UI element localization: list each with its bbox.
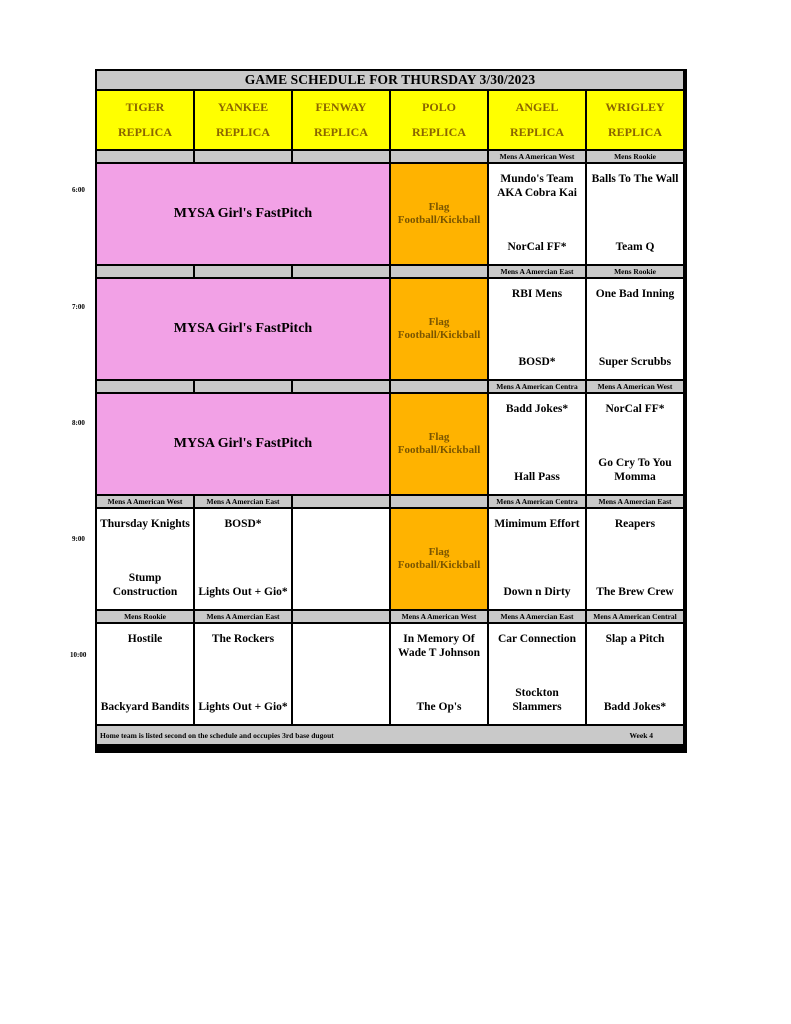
division-divider [293, 611, 391, 624]
away-team: NorCal FF* [605, 403, 665, 415]
away-team: Slap a Pitch [605, 633, 665, 645]
away-team: Mundo's Team AKA Cobra Kai [497, 173, 577, 199]
time-7: 7:00 [72, 303, 85, 311]
division-label: Mens Rookie [587, 151, 685, 164]
home-team: Down n Dirty [503, 586, 571, 598]
division-label: Mens A American Central [587, 611, 685, 624]
division-divider [391, 151, 489, 164]
time-9: 9:00 [72, 535, 85, 543]
field-sub: REPLICA [117, 125, 172, 139]
game-matchup [587, 624, 685, 726]
home-team: Lights Out + Gio* [198, 701, 288, 713]
away-team: Balls To The Wall [591, 173, 679, 185]
field-header-angel [489, 91, 587, 151]
division-label: Mens Rookie [97, 611, 195, 624]
away-team: One Bad Inning [595, 288, 675, 300]
home-team: Super Scrubbs [598, 356, 672, 368]
field-name: YANKEE [217, 100, 269, 114]
home-team: Badd Jokes* [603, 701, 667, 713]
division-label: Mens A American West [391, 611, 489, 624]
division-label: Mens A Amercian East [195, 496, 293, 509]
away-team: BOSD* [224, 518, 262, 530]
division-divider [293, 151, 391, 164]
division-label: Mens A American Centra [489, 381, 587, 394]
home-team: Hall Pass [514, 471, 560, 483]
field-header-tiger [97, 91, 195, 151]
division-divider [195, 151, 293, 164]
field-sub: REPLICA [215, 125, 270, 139]
division-divider [293, 496, 391, 509]
schedule-grid [95, 69, 687, 753]
away-team: Thursday Knights [100, 518, 190, 530]
division-label: Mens A American West [587, 381, 685, 394]
flag-football-block: Flag Football/Kickball [391, 509, 489, 611]
division-label: Mens Rookie [587, 266, 685, 279]
division-divider [97, 266, 195, 279]
division-divider [391, 381, 489, 394]
game-matchup [489, 509, 587, 611]
field-name: WRIGLEY [605, 100, 665, 114]
fastpitch-block: MYSA Girl's FastPitch [97, 394, 391, 496]
away-team: RBI Mens [511, 288, 563, 300]
home-team: Stockton Slammers [512, 687, 562, 713]
home-team: Stump Construction [112, 572, 178, 598]
game-matchup [489, 279, 587, 381]
schedule-sheet [95, 69, 687, 753]
field-header-fenway [293, 91, 391, 151]
schedule-footer [97, 726, 685, 746]
division-divider [293, 381, 391, 394]
field-name: FENWAY [315, 100, 367, 114]
empty-slot [293, 509, 391, 611]
home-team-note: Home team is listed second on the schedule and occupies 3rd base dugout [100, 730, 334, 740]
away-team: Reapers [614, 518, 656, 530]
week-label: Week 4 [629, 730, 653, 740]
away-team: In Memory Of Wade T Johnson [397, 633, 481, 659]
field-sub: REPLICA [509, 125, 564, 139]
division-divider [391, 266, 489, 279]
division-label: Mens A American West [97, 496, 195, 509]
empty-slot [293, 624, 391, 726]
home-team: NorCal FF* [507, 241, 567, 253]
division-divider [97, 151, 195, 164]
game-matchup [587, 394, 685, 496]
game-matchup [97, 624, 195, 726]
division-label: Mens A Amercian East [489, 611, 587, 624]
fastpitch-block: MYSA Girl's FastPitch [97, 164, 391, 266]
field-name: TIGER [125, 100, 165, 114]
division-divider [391, 496, 489, 509]
division-label: Mens A Amercian East [195, 611, 293, 624]
game-matchup [391, 624, 489, 726]
away-team: Mimimum Effort [494, 518, 580, 530]
fastpitch-block: MYSA Girl's FastPitch [97, 279, 391, 381]
division-label: Mens A American Centra [489, 496, 587, 509]
game-matchup [587, 164, 685, 266]
home-team: BOSD* [518, 356, 556, 368]
division-divider [195, 381, 293, 394]
game-matchup [587, 509, 685, 611]
field-header-wrigley [587, 91, 685, 151]
game-matchup [489, 394, 587, 496]
flag-football-block: Flag Football/Kickball [391, 279, 489, 381]
field-header-yankee [195, 91, 293, 151]
game-matchup [489, 164, 587, 266]
away-team: Hostile [127, 633, 163, 645]
division-divider [293, 266, 391, 279]
game-matchup [195, 509, 293, 611]
division-divider [195, 266, 293, 279]
game-matchup [587, 279, 685, 381]
field-sub: REPLICA [607, 125, 662, 139]
home-team: The Op's [416, 701, 462, 713]
field-header-polo [391, 91, 489, 151]
away-team: The Rockers [211, 633, 275, 645]
game-matchup [97, 509, 195, 611]
field-sub: REPLICA [411, 125, 466, 139]
away-team: Badd Jokes* [505, 403, 569, 415]
division-label: Mens A Amercian East [489, 266, 587, 279]
flag-football-block: Flag Football/Kickball [391, 394, 489, 496]
division-divider [97, 381, 195, 394]
field-name: POLO [421, 100, 456, 114]
flag-football-block: Flag Football/Kickball [391, 164, 489, 266]
game-matchup [195, 624, 293, 726]
time-8: 8:00 [72, 419, 85, 427]
time-6: 6:00 [72, 186, 85, 194]
game-matchup [489, 624, 587, 726]
away-team: Car Connection [497, 633, 577, 645]
time-10: 10:00 [70, 651, 87, 659]
schedule-title: GAME SCHEDULE FOR THURSDAY 3/30/2023 [97, 71, 685, 91]
home-team: The Brew Crew [596, 586, 674, 598]
field-sub: REPLICA [313, 125, 368, 139]
home-team: Lights Out + Gio* [198, 586, 288, 598]
home-team: Go Cry To You Momma [598, 457, 672, 483]
home-team: Backyard Bandits [100, 701, 190, 713]
division-label: Mens A American West [489, 151, 587, 164]
home-team: Team Q [615, 241, 655, 253]
division-label: Mens A Amercian East [587, 496, 685, 509]
field-name: ANGEL [515, 100, 559, 114]
